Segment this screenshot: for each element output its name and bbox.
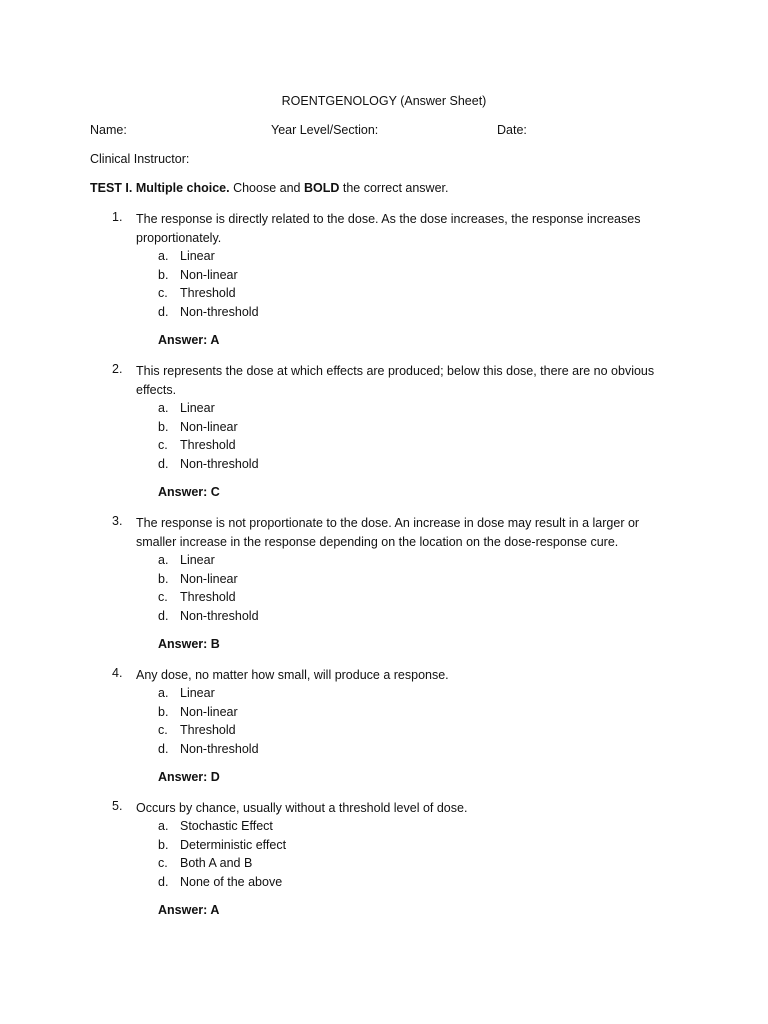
option-d — [158, 873, 286, 892]
question-text: The response is directly related to the dose. As the dose increases, the response increases proportionately. — [136, 212, 641, 245]
option-b — [158, 836, 286, 855]
header-row — [0, 123, 768, 141]
option-letter: a. — [158, 819, 169, 833]
option-d — [158, 303, 259, 322]
question-number: 1. — [112, 210, 123, 224]
answer-label: Answer: B — [158, 637, 220, 651]
option-text: Linear — [180, 553, 215, 567]
option-text: Stochastic Effect — [180, 819, 273, 833]
option-text: Threshold — [180, 723, 236, 738]
option-list — [158, 247, 259, 322]
question-number: 5. — [112, 799, 123, 813]
option-c — [158, 854, 286, 873]
option-c — [158, 588, 259, 607]
option-list — [158, 551, 259, 626]
option-b — [158, 703, 259, 722]
option-text: Non-linear — [180, 267, 238, 282]
year-level-section-label: Year Level/Section: — [271, 123, 379, 137]
option-letter: b. — [158, 571, 169, 586]
option-text: Non-linear — [180, 419, 238, 434]
question-number: 3. — [112, 514, 123, 528]
option-letter: b. — [158, 267, 169, 282]
option-letter: b. — [158, 837, 169, 852]
option-d — [158, 740, 259, 759]
option-letter: a. — [158, 401, 169, 415]
option-letter: a. — [158, 686, 169, 700]
option-a — [158, 399, 259, 418]
question-text: The response is not proportionate to the dose. An increase in dose may result in a larger or smaller increase in the response depending on the location on the dose-response cure. — [136, 516, 640, 549]
option-a — [158, 684, 259, 703]
question-number: 4. — [112, 666, 123, 680]
option-letter: d. — [158, 742, 169, 757]
option-a — [158, 247, 259, 266]
option-list — [158, 399, 259, 474]
answer-label: Answer: A — [158, 333, 220, 347]
option-d — [158, 455, 259, 474]
option-list — [158, 817, 286, 892]
answer-label: Answer: C — [158, 485, 220, 499]
option-text: Non-linear — [180, 704, 238, 719]
option-letter: d. — [158, 609, 169, 624]
option-text: Non-threshold — [180, 742, 259, 757]
option-letter: d. — [158, 457, 169, 472]
option-text: Threshold — [180, 438, 236, 453]
clinical-instructor-label: Clinical Instructor: — [90, 152, 190, 166]
option-letter: a. — [158, 249, 169, 263]
option-letter: c. — [158, 590, 168, 605]
option-text: Both A and B — [180, 856, 253, 871]
test-label: TEST I. Multiple choice. — [90, 181, 230, 195]
instruction-text-1: Choose and — [229, 181, 304, 195]
answer-label: Answer: D — [158, 770, 220, 784]
option-letter: c. — [158, 723, 168, 738]
option-text: Non-threshold — [180, 609, 259, 624]
option-letter: c. — [158, 286, 168, 301]
option-b — [158, 570, 259, 589]
option-letter: b. — [158, 419, 169, 434]
option-text: Linear — [180, 401, 215, 415]
option-letter: c. — [158, 438, 168, 453]
option-text: Linear — [180, 686, 215, 700]
option-a — [158, 817, 286, 836]
name-label: Name: — [90, 123, 127, 137]
option-text: Threshold — [180, 286, 236, 301]
option-text: Deterministic effect — [180, 837, 287, 852]
option-c — [158, 436, 259, 455]
instruction-bold-word: BOLD — [303, 181, 340, 195]
option-text: Non-threshold — [180, 457, 259, 472]
option-text: Threshold — [180, 590, 236, 605]
test-instructions — [90, 181, 448, 195]
option-a — [158, 551, 259, 570]
option-letter: d. — [158, 875, 169, 890]
question-text: This represents the dose at which effects are produced; below this dose, there are no obvious effects. — [136, 364, 655, 397]
date-label: Date: — [497, 123, 527, 137]
option-b — [158, 266, 259, 285]
option-letter: c. — [158, 856, 168, 871]
option-d — [158, 607, 259, 626]
option-c — [158, 721, 259, 740]
option-letter: d. — [158, 305, 169, 320]
option-text: None of the above — [180, 875, 283, 890]
question-text: Any dose, no matter how small, will produce a response. — [136, 668, 449, 682]
question-text: Occurs by chance, usually without a threshold level of dose. — [136, 801, 468, 815]
option-letter: b. — [158, 704, 169, 719]
option-text: Non-linear — [180, 571, 238, 586]
instruction-text-2: the correct answer. — [339, 181, 449, 195]
question-number: 2. — [112, 362, 123, 376]
option-list — [158, 684, 259, 759]
answer-label: Answer: A — [158, 903, 220, 917]
option-b — [158, 418, 259, 437]
option-text: Non-threshold — [180, 305, 259, 320]
option-c — [158, 284, 259, 303]
option-text: Linear — [180, 249, 215, 263]
option-letter: a. — [158, 553, 169, 567]
page-title: ROENTGENOLOGY (Answer Sheet) — [281, 94, 487, 108]
